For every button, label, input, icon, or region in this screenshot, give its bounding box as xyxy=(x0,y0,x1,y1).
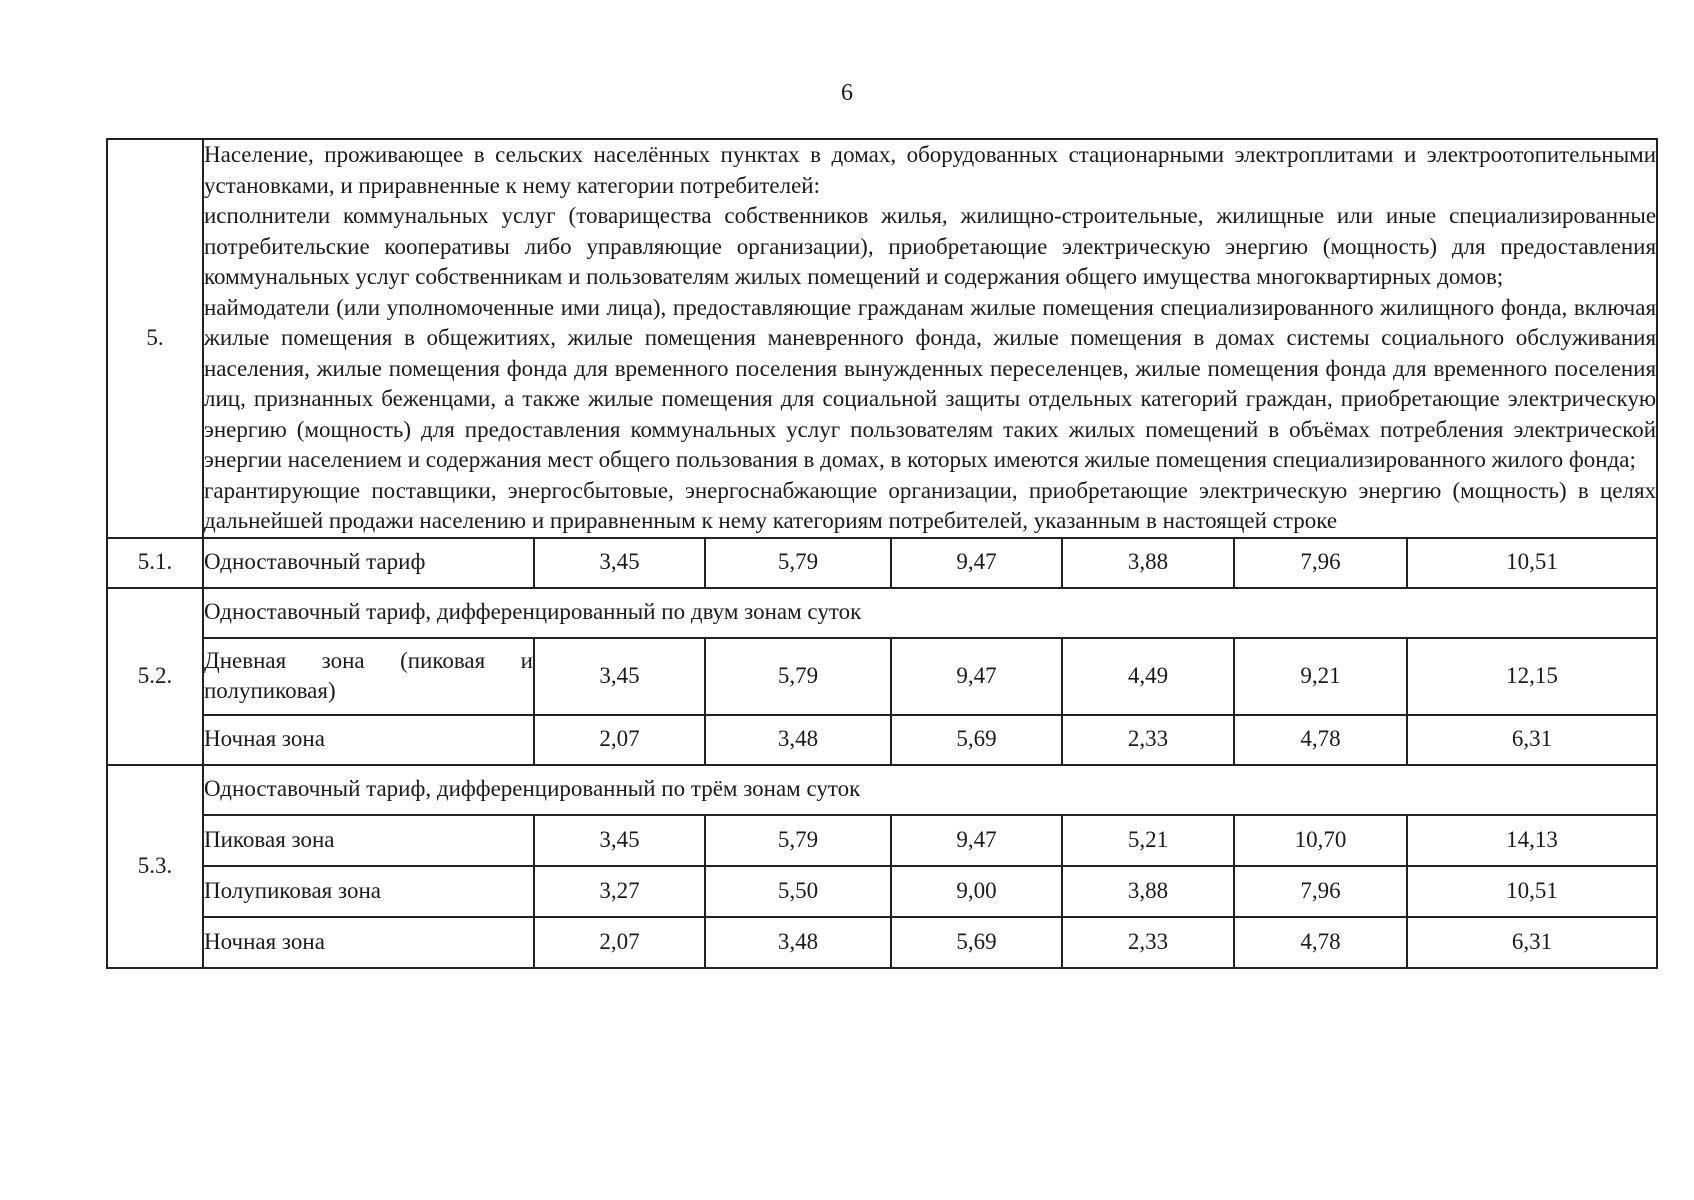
table-cell: 2,33 xyxy=(1062,715,1234,765)
table-row xyxy=(107,715,1657,765)
table-cell: 5,21 xyxy=(1062,815,1234,866)
table-cell: 5,79 xyxy=(705,538,891,588)
table-cell: 3,45 xyxy=(534,638,705,715)
table-cell: 3,45 xyxy=(534,538,705,588)
table-cell: 2,07 xyxy=(534,917,705,968)
zone-label: Ночная зона xyxy=(203,917,534,968)
table-cell: 9,00 xyxy=(891,866,1062,917)
subsection-title: Одноставочный тариф, дифференцированный по двум зонам суток xyxy=(203,588,1657,638)
table-cell: 4,78 xyxy=(1234,917,1407,968)
table-cell: 14,13 xyxy=(1407,815,1657,866)
table-cell: 2,33 xyxy=(1062,917,1234,968)
table-row xyxy=(107,815,1657,866)
table-row xyxy=(107,917,1657,968)
table-cell: 3,27 xyxy=(534,866,705,917)
zone-label: Пиковая зона xyxy=(203,815,534,866)
zone-label: Полупиковая зона xyxy=(203,866,534,917)
table-row xyxy=(107,866,1657,917)
table-cell: 2,07 xyxy=(534,715,705,765)
table-cell: 5,79 xyxy=(705,638,891,715)
table-cell: 3,48 xyxy=(705,715,891,765)
table-cell: 10,51 xyxy=(1407,866,1657,917)
table-row-5-1 xyxy=(107,538,1657,588)
table-cell: 6,31 xyxy=(1407,715,1657,765)
table-cell: 9,47 xyxy=(891,815,1062,866)
table-cell: 6,31 xyxy=(1407,917,1657,968)
row-number: 5.2. xyxy=(107,588,203,765)
table-cell: 3,45 xyxy=(534,815,705,866)
table-row-5-3-title xyxy=(107,765,1657,815)
table-cell: 7,96 xyxy=(1234,866,1407,917)
zone-label: Дневная зона (пиковая и полупиковая) xyxy=(203,638,534,715)
table-cell: 4,49 xyxy=(1062,638,1234,715)
section-description xyxy=(203,139,1657,538)
table-row-5-2-title xyxy=(107,588,1657,638)
table-cell: 10,70 xyxy=(1234,815,1407,866)
table-row xyxy=(107,638,1657,715)
description-paragraph: исполнители коммунальных услуг (товарищества собственников жилья, жилищно-строительные, жилищные или иные специализированные потребительские кооперативы либо управляющие организации), приобретающие электрическую энергию (мощность) для предоставления коммунальных услуг собственникам и пользователям жилых помещений и содержания общего имущества многоквартирных домов; xyxy=(204,203,1657,289)
table-cell: 5,69 xyxy=(891,917,1062,968)
table-cell: 3,88 xyxy=(1062,866,1234,917)
row-number: 5.3. xyxy=(107,765,203,968)
table-cell: 12,15 xyxy=(1407,638,1657,715)
row-number: 5. xyxy=(107,139,203,538)
table-cell: 7,96 xyxy=(1234,538,1407,588)
subsection-title: Одноставочный тариф, дифференцированный по трём зонам суток xyxy=(203,765,1657,815)
tariff-label: Одноставочный тариф xyxy=(203,538,534,588)
table-cell: 3,88 xyxy=(1062,538,1234,588)
table-cell: 5,50 xyxy=(705,866,891,917)
table-cell: 9,47 xyxy=(891,538,1062,588)
table-cell: 5,79 xyxy=(705,815,891,866)
zone-label: Ночная зона xyxy=(203,715,534,765)
table-cell: 9,21 xyxy=(1234,638,1407,715)
description-paragraph: Население, проживающее в сельских населённых пунктах в домах, оборудованных стационарными электроплитами и электроотопительными установками, и приравненные к нему категории потребителей: xyxy=(204,142,1657,198)
table-cell: 5,69 xyxy=(891,715,1062,765)
row-number: 5.1. xyxy=(107,538,203,588)
table-cell: 4,78 xyxy=(1234,715,1407,765)
table-cell: 3,48 xyxy=(705,917,891,968)
page-number: 6 xyxy=(841,80,853,106)
description-paragraph: гарантирующие поставщики, энергосбытовые, энергоснабжающие организации, приобретающие электрическую энергию (мощность) в целях дальнейшей продажи населению и приравненным к нему категориям потребителей, указанным в настоящей строке xyxy=(204,477,1657,533)
table-cell: 10,51 xyxy=(1407,538,1657,588)
description-paragraph: наймодатели (или уполномоченные ими лица), предоставляющие гражданам жилые помещения специализированного жилищного фонда, включая жилые помещения в общежитиях, жилые помещения маневренного фонда, жилые помещения в домах системы социального обслуживания населения, жилые помещения фонда для временного поселения вынужденных переселенцев, жилые помещения фонда для временного поселения лиц, признанных беженцами, а также жилые помещения для социальной защиты отдельных категорий граждан, приобретающие электрическую энергию (мощность) для предоставления коммунальных услуг пользователям таких жилых помещений в объёмах потребления электрической энергии населением и содержания мест общего пользования в домах, в которых имеются жилые помещения специализированного жилого фонда; xyxy=(204,294,1657,472)
tariff-table xyxy=(106,138,1658,969)
table-cell: 9,47 xyxy=(891,638,1062,715)
table-row-5 xyxy=(107,139,1657,538)
